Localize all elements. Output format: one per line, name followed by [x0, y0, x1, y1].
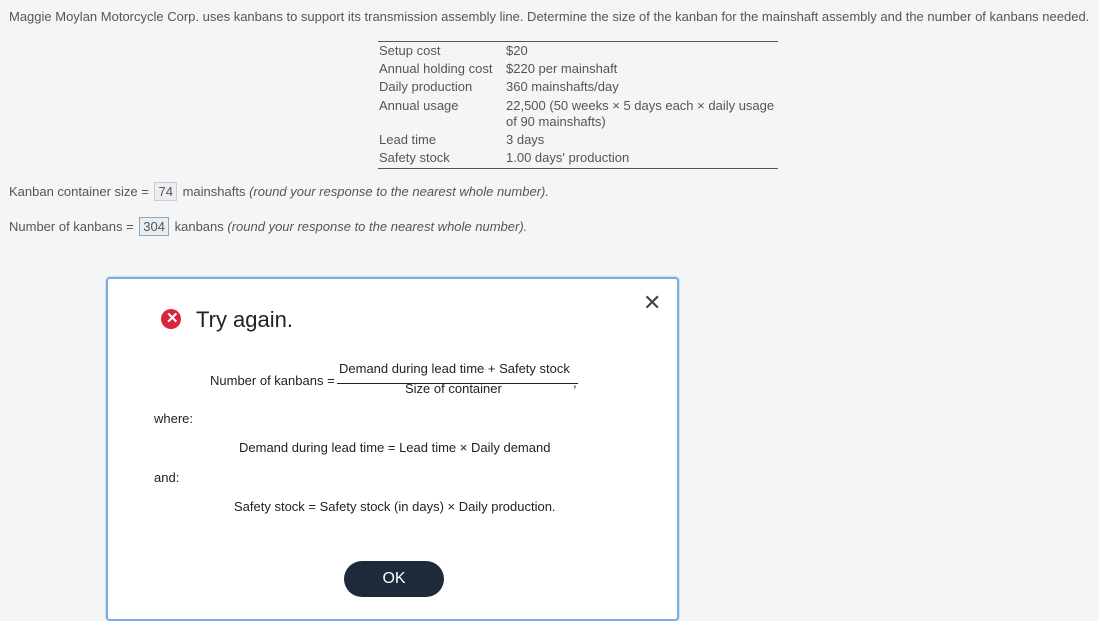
safety-formula: Safety stock = Safety stock (in days) × Daily production.	[234, 499, 556, 514]
formula-comma: ,	[573, 375, 577, 390]
demand-formula: Demand during lead time = Lead time × Daily demand	[239, 440, 551, 455]
formula-lhs: Number of kanbans =	[210, 373, 335, 388]
row-value: $220 per mainshaft	[506, 61, 618, 76]
row-value: 1.00 days' production	[506, 150, 630, 165]
container-size-input[interactable]: 74	[154, 182, 176, 201]
row-value: 3 days	[506, 132, 545, 147]
row-label: Lead time	[379, 132, 437, 147]
kanban-count-unit: kanbans	[174, 219, 224, 234]
ok-button[interactable]: OK	[344, 561, 444, 597]
error-icon	[161, 309, 181, 329]
error-glyph: ✕	[166, 310, 179, 327]
row-value: 22,500 (50 weeks × 5 days each × daily usage of 90 mainshafts)	[506, 98, 775, 129]
row-label: Safety stock	[379, 150, 450, 165]
kanban-count-answer	[9, 217, 527, 236]
container-size-unit: mainshafts	[182, 184, 246, 199]
container-size-hint: (round your response to the nearest whole number).	[249, 184, 549, 199]
and-label: and:	[154, 470, 180, 485]
formula-numerator: Demand during lead time + Safety stock	[339, 361, 570, 376]
container-size-answer	[9, 182, 549, 201]
dialog-title: Try again.	[196, 307, 294, 332]
where-label: where:	[154, 411, 194, 426]
feedback-dialog	[106, 277, 679, 621]
container-size-label: Kanban container size =	[9, 184, 149, 199]
row-label: Annual holding cost	[379, 61, 493, 76]
kanban-count-input[interactable]: 304	[139, 217, 169, 236]
row-label: Annual usage	[379, 98, 459, 113]
row-value: 360 mainshafts/day	[506, 79, 619, 94]
row-label: Setup cost	[379, 43, 441, 58]
kanban-count-hint: (round your response to the nearest whole number).	[227, 219, 528, 234]
formula-denominator: Size of container	[405, 381, 502, 396]
row-label: Daily production	[379, 79, 473, 94]
row-value: $20	[506, 43, 528, 58]
kanban-count-label: Number of kanbans =	[9, 219, 134, 234]
close-icon[interactable]: ✕	[643, 290, 662, 315]
question-text: Maggie Moylan Motorcycle Corp. uses kanbans to support its transmission assembly line. Determine the size of the kanban for the mainshaft assembly and the number of kanbans needed.	[9, 9, 1090, 24]
data-table	[378, 41, 778, 169]
